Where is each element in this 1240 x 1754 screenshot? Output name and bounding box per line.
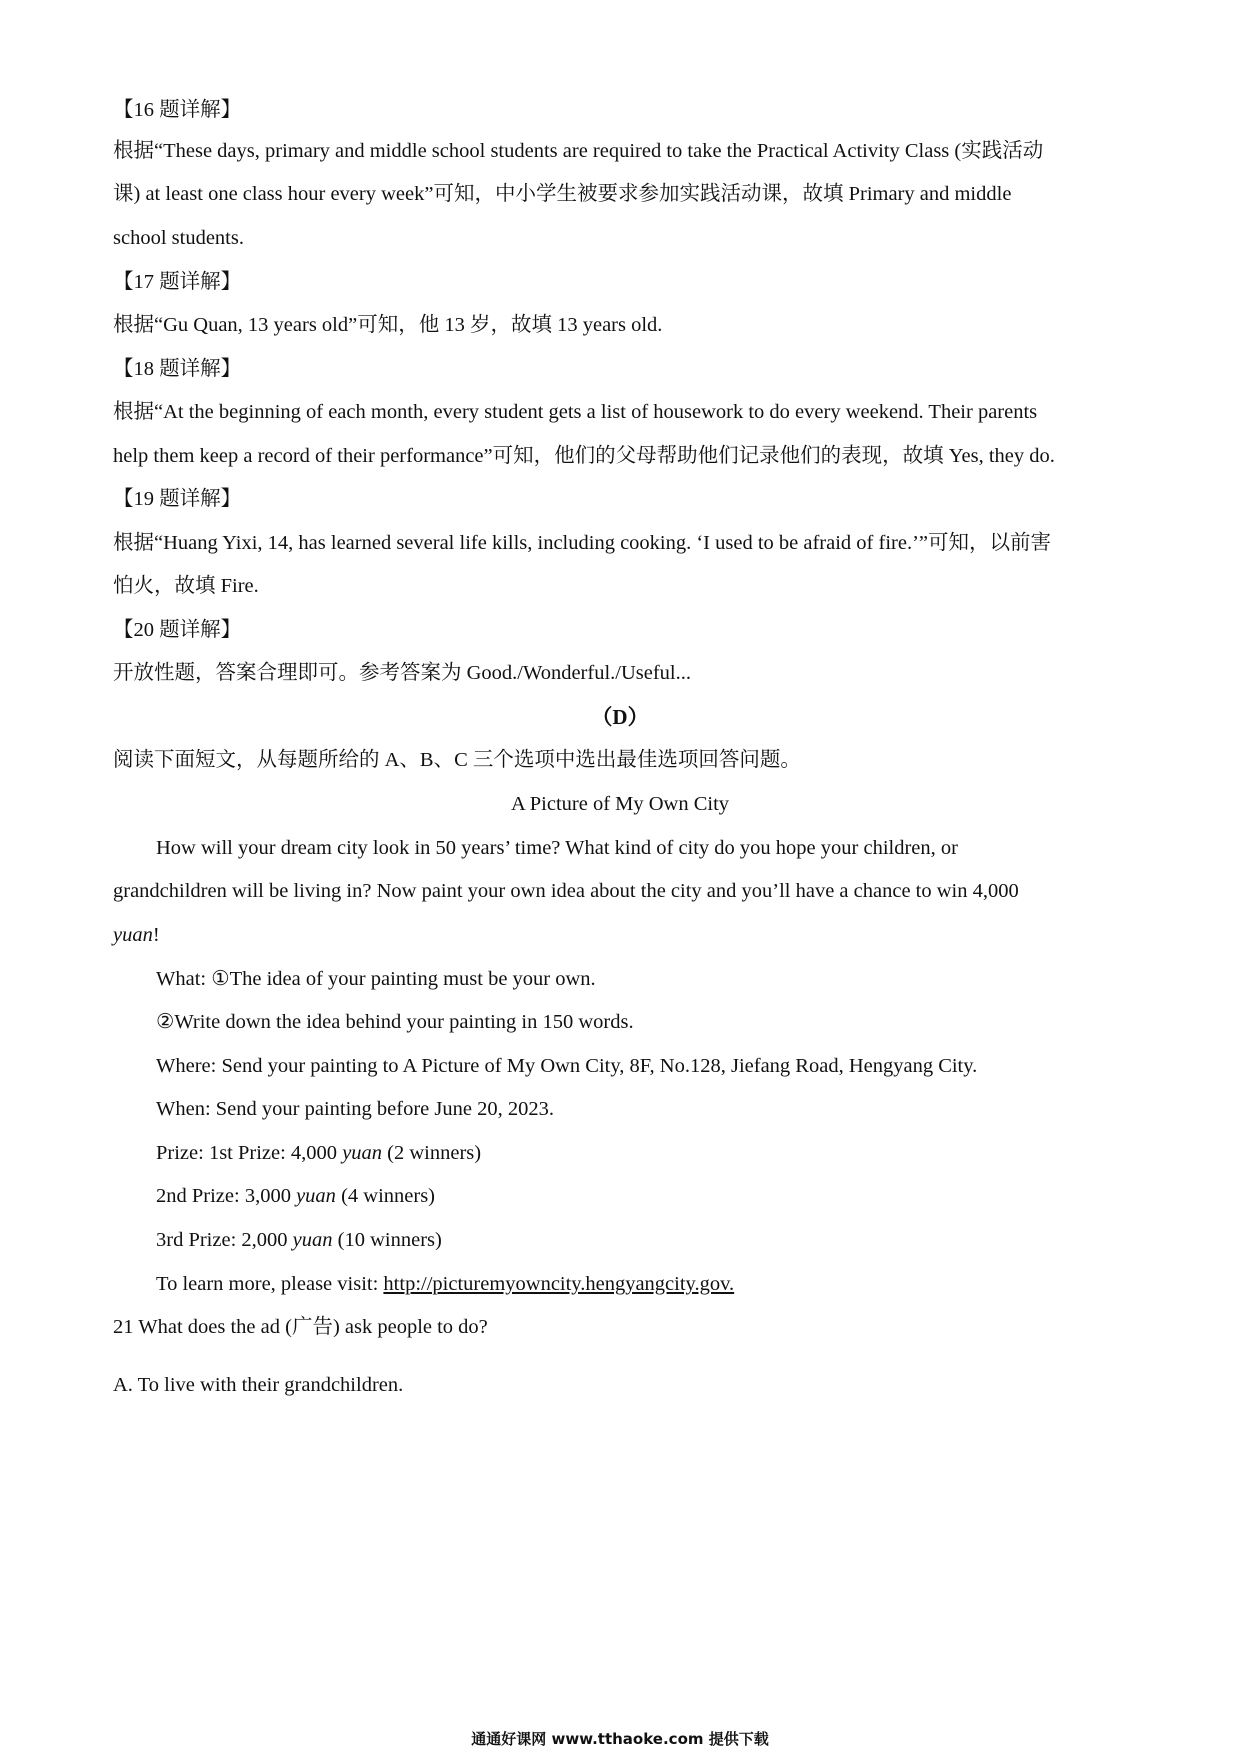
q20-line-1: 开放性题，答案合理即可。参考答案为 Good./Wonderful./Useful... xyxy=(113,662,692,684)
ad-learn-more xyxy=(156,1270,734,1298)
question-21-stem: 21 What does the ad (广告) ask people to do? xyxy=(113,1316,488,1338)
prize-3-amount: 3rd Prize: 2,000 xyxy=(156,1229,293,1251)
prize-1-unit: yuan xyxy=(342,1142,383,1164)
passage-para1-line2: grandchildren will be living in? Now paint your own idea about the city and you’ll have a chance to win 4,000 xyxy=(113,880,1019,902)
q16-heading: 【16 题详解】 xyxy=(113,99,242,121)
prize-2-amount: 2nd Prize: 3,000 xyxy=(156,1185,297,1207)
currency-yuan: yuan xyxy=(113,924,153,946)
q17-line-1: 根据“Gu Quan, 13 years old”可知，他 13 岁，故填 13 years old. xyxy=(113,314,663,336)
prize-3-winners: (10 winners) xyxy=(332,1229,442,1251)
ad-prize-2 xyxy=(156,1182,435,1210)
ad-what-line1: What: ①The idea of your painting must be your own. xyxy=(156,968,596,990)
question-21-option-a: A. To live with their grandchildren. xyxy=(113,1374,404,1396)
prize-2-unit: yuan xyxy=(296,1185,336,1207)
q18-line-2: help them keep a record of their performance”可知，他们的父母帮助他们记录他们的表现，故填 Yes, they do. xyxy=(113,445,1055,467)
prize-1-winners: (2 winners) xyxy=(382,1142,482,1164)
ad-where-line: Where: Send your painting to A Picture of My Own City, 8F, No.128, Jiefang Road, Hengyang City. xyxy=(156,1055,978,1077)
prize-3-unit: yuan xyxy=(292,1229,333,1251)
exclamation: ! xyxy=(152,924,160,946)
q16-line-1: 根据“These days, primary and middle school students are required to take the Practical Activity Class (实践活动 xyxy=(113,140,1044,162)
q18-line-1: 根据“At the beginning of each month, every student gets a list of housework to do every weekend. Their parents xyxy=(113,401,1038,423)
website-link[interactable]: http://picturemyowncity.hengyangcity.gov. xyxy=(383,1273,735,1295)
prize-2-winners: (4 winners) xyxy=(335,1185,435,1207)
passage-para1-line1: How will your dream city look in 50 years’ time? What kind of city do you hope your children, or xyxy=(156,837,958,859)
prize-1-amount: Prize: 1st Prize: 4,000 xyxy=(156,1142,343,1164)
ad-prize-1 xyxy=(156,1139,481,1167)
learn-more-label: To learn more, please visit: xyxy=(156,1273,384,1295)
q20-heading: 【20 题详解】 xyxy=(113,619,242,641)
q19-heading: 【19 题详解】 xyxy=(113,488,242,510)
q19-line-1: 根据“Huang Yixi, 14, has learned several life kills, including cooking. ‘I used to be afraid of fire.’”可知，以前害 xyxy=(113,532,1052,554)
section-d-title: （D） xyxy=(591,705,649,729)
ad-prize-3 xyxy=(156,1226,442,1254)
q19-line-2: 怕火，故填 Fire. xyxy=(113,575,259,597)
ad-when-line: When: Send your painting before June 20, 2023. xyxy=(156,1098,554,1120)
passage-para1-line3 xyxy=(113,921,160,949)
q18-heading: 【18 题详解】 xyxy=(113,358,242,380)
q17-heading: 【17 题详解】 xyxy=(113,271,242,293)
ad-what-line2: ②Write down the idea behind your painting in 150 words. xyxy=(156,1011,634,1033)
passage-title: A Picture of My Own City xyxy=(510,793,730,815)
footer-source: 通通好课网 www.tthaoke.com 提供下载 xyxy=(471,1730,769,1748)
section-d-instruction: 阅读下面短文，从每题所给的 A、B、C 三个选项中选出最佳选项回答问题。 xyxy=(113,749,801,771)
q16-line-2: 课) at least one class hour every week”可知，中小学生被要求参加实践活动课，故填 Primary and middle xyxy=(113,183,1012,205)
q16-line-3: school students. xyxy=(113,227,244,249)
